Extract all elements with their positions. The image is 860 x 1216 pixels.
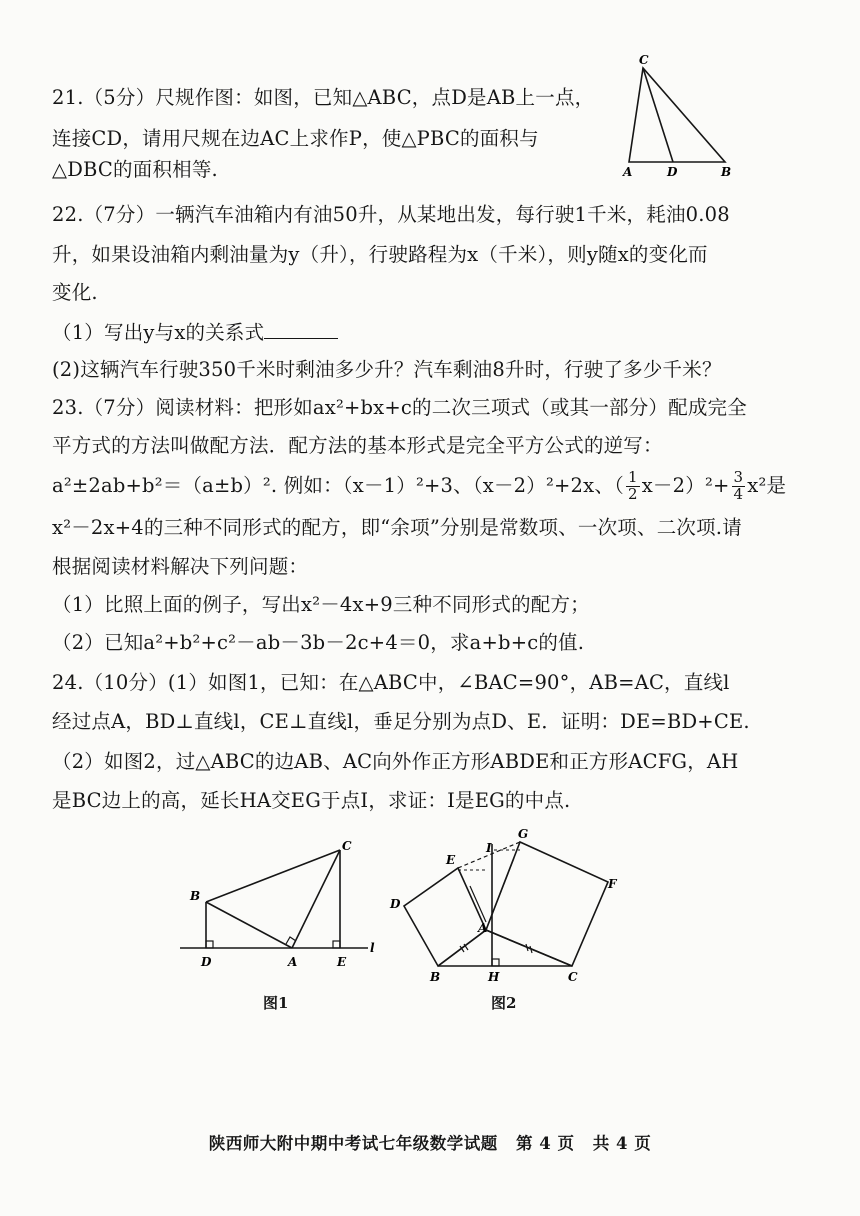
q21-line2: 连接CD，请用尺规在边AC上求作P，使△PBC的面积与 (52, 127, 539, 150)
q22-sub1-text: （1）写出y与x的关系式 (52, 321, 265, 344)
frac2-den: 4 (733, 484, 744, 503)
q22-line2: 升，如果设油箱内剩油量为y（升），行驶路程为x（千米），则y随x的变化而 (52, 243, 708, 266)
fig2-label-b: B (430, 970, 441, 984)
q21-segment-cd (643, 68, 673, 162)
q21-figure (615, 50, 745, 180)
fig1-caption: 图1 (263, 994, 289, 1012)
fig2-label-i: I (486, 841, 492, 855)
q23-line5: 根据阅读材料解决下列问题： (52, 555, 309, 578)
fig1-label-a: A (288, 955, 298, 969)
fig2-label-h: H (488, 970, 500, 984)
q24-line2: 经过点A，BD⊥直线l，CE⊥直线l，垂足分别为点D、E．证明：DE=BD+CE. (52, 710, 750, 733)
q21-label-b: B (721, 165, 732, 179)
fig1-right-angle-e (333, 941, 340, 948)
fig2-square-abde (404, 868, 486, 966)
fig2-square-acfg (486, 842, 608, 966)
fig1-label-e: E (337, 955, 347, 969)
fig1-label-d: D (201, 955, 212, 969)
q23-line3-a: a²±2ab+b²＝（a±b）². 例如：（x－1）²+3、（x－2）²+2x、（ (52, 473, 624, 497)
page-footer (0, 1130, 860, 1154)
q23-sub2: （2）已知a²+b²+c²－ab－3b－2c+4＝0，求a+b+c的值. (52, 631, 585, 654)
fig2-aux-ae (470, 886, 486, 922)
fig2-label-d: D (390, 897, 401, 911)
fig1-label-l: l (370, 941, 375, 955)
fraction-one-half (626, 470, 640, 503)
q21-line3: △DBC的面积相等. (52, 158, 218, 181)
q22-sub2: (2)这辆汽车行驶350千米时剩油多少升？汽车剩油8升时，行驶了多少千米？ (52, 358, 722, 381)
q23-line3-b: x－2）²+ (641, 473, 730, 497)
q21-triangle-abc (629, 68, 725, 162)
q24-figure-2 (380, 826, 640, 986)
q22-sub1 (52, 322, 338, 343)
fig2-label-c: C (568, 970, 578, 984)
q24-figure-1 (180, 838, 390, 978)
frac2-num: 3 (733, 468, 744, 486)
footer-total: 共 4 页 (592, 1134, 652, 1153)
answer-blank (264, 322, 338, 339)
q23-line4: x²－2x+4的三种不同形式的配方，即“余项”分别是常数项、一次项、二次项.请 (52, 516, 742, 539)
fig1-segment-bc (206, 850, 340, 902)
fig1-label-b: B (190, 889, 201, 903)
fraction-three-quarters (732, 470, 746, 503)
footer-page: 第 4 页 (516, 1134, 575, 1153)
q24-line4: 是BC边上的高，延长HA交EG于点I，求证：I是EG的中点. (52, 789, 571, 812)
q21-label-a: A (623, 165, 633, 179)
frac1-num: 1 (627, 468, 638, 486)
q23-line3 (52, 470, 786, 503)
q22-line3: 变化. (52, 281, 98, 304)
fig2-label-f: F (608, 877, 617, 891)
fig2-label-a: A (478, 921, 488, 935)
q23-line1: 23.（7分）阅读材料：把形如ax²+bx+c的二次三项式（或其一部分）配成完全 (52, 396, 747, 419)
frac1-den: 2 (627, 484, 638, 503)
fig2-right-angle-h (492, 959, 499, 966)
fig2-aux-ag (486, 858, 514, 930)
q24-line1: 24.（10分）(1）如图1，已知：在△ABC中，∠BAC=90°，AB=AC，直线l (52, 671, 730, 694)
fig2-label-g: G (518, 827, 529, 841)
fig2-caption: 图2 (491, 994, 517, 1012)
fig1-segment-ac (292, 850, 340, 948)
fig2-label-e: E (446, 853, 456, 867)
fig1-right-angle-d (206, 941, 213, 948)
q23-line3-c: x²是 (747, 473, 787, 497)
q21-label-c: C (639, 53, 649, 67)
fig1-segment-ab (206, 902, 292, 948)
q21-line1: 21.（5分）尺规作图：如图，已知△ABC，点D是AB上一点， (52, 86, 595, 109)
q23-line2: 平方式的方法叫做配方法．配方法的基本形式是完全平方公式的逆写： (52, 434, 663, 457)
q24-line3: （2）如图2，过△ABC的边AB、AC向外作正方形ABDE和正方形ACFG，AH (52, 750, 739, 773)
footer-school: 陕西师大附中期中考试七年级数学试题 (208, 1134, 498, 1153)
q23-sub1: （1）比照上面的例子，写出x²－4x+9三种不同形式的配方； (52, 593, 590, 616)
q22-line1: 22.（7分）一辆汽车油箱内有油50升，从某地出发，每行驶1千米，耗油0.08 (52, 203, 730, 226)
q21-label-d: D (667, 165, 678, 179)
fig1-label-c: C (342, 839, 352, 853)
